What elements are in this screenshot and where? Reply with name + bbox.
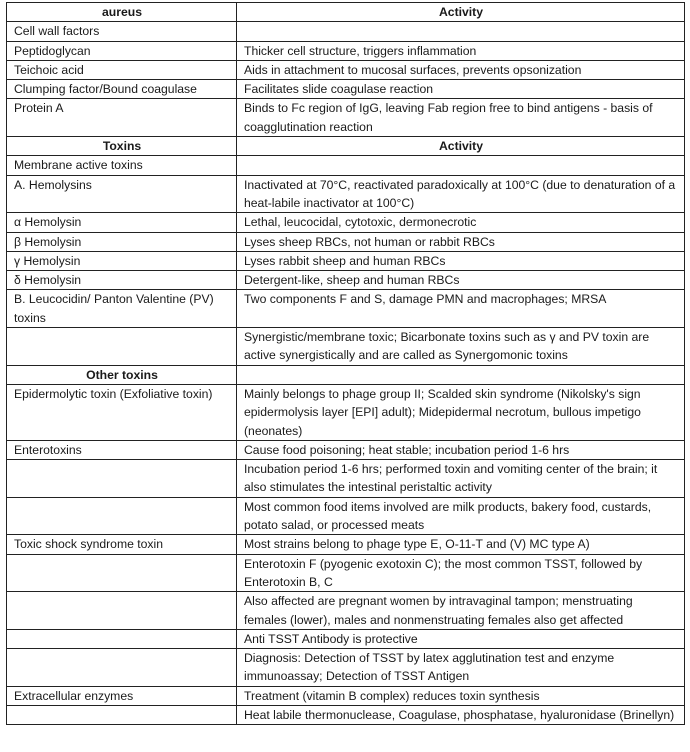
table-row [7, 460, 685, 498]
table-row [7, 649, 685, 687]
section-header-activity [237, 365, 685, 384]
factor-cell: Epidermolytic toxin (Exfoliative toxin) [7, 384, 237, 440]
activity-cell: Detergent-like, sheep and human RBCs [237, 271, 685, 290]
factor-cell [7, 705, 237, 724]
table-row [7, 384, 685, 440]
activity-cell [237, 22, 685, 41]
activity-cell: Lyses rabbit sheep and human RBCs [237, 251, 685, 270]
activity-cell: Two components F and S, damage PMN and macrophages; MRSA [237, 290, 685, 328]
factor-cell: δ Hemolysin [7, 271, 237, 290]
table-row [7, 554, 685, 592]
table-row [7, 251, 685, 270]
section-header-factor: Toxins [7, 137, 237, 156]
table-row [7, 592, 685, 630]
table-row [7, 440, 685, 459]
activity-cell: Aids in attachment to mucosal surfaces, prevents opsonization [237, 60, 685, 79]
factor-cell [7, 328, 237, 366]
factor-cell: Peptidoglycan [7, 41, 237, 60]
table-row [7, 80, 685, 99]
activity-cell: Inactivated at 70°C, reactivated paradoxically at 100°C (due to denaturation of a heat-labile inactivator at 100°C) [237, 175, 685, 213]
section-header-row [7, 365, 685, 384]
activity-cell: Facilitates slide coagulase reaction [237, 80, 685, 99]
factor-cell: Protein A [7, 99, 237, 137]
activity-cell: Thicker cell structure, triggers inflammation [237, 41, 685, 60]
factor-cell: Enterotoxins [7, 440, 237, 459]
table-row [7, 60, 685, 79]
activity-cell: Enterotoxin F (pyogenic exotoxin C); the most common TSST, followed by Enterotoxin B, C [237, 554, 685, 592]
section-header-factor: aureus [7, 3, 237, 22]
staph-aureus-factors-table [6, 2, 685, 725]
activity-cell: Treatment (vitamin B complex) reduces toxin synthesis [237, 686, 685, 705]
activity-cell: Heat labile thermonuclease, Coagulase, phosphatase, hyaluronidase (Brinellyn) [237, 705, 685, 724]
table-row [7, 99, 685, 137]
activity-cell: Binds to Fc region of IgG, leaving Fab region free to bind antigens - basis of coagglutination reaction [237, 99, 685, 137]
table-row [7, 328, 685, 366]
activity-cell: Lyses sheep RBCs, not human or rabbit RBCs [237, 232, 685, 251]
section-header-row [7, 3, 685, 22]
table-row [7, 22, 685, 41]
table-row [7, 271, 685, 290]
factor-cell: Toxic shock syndrome toxin [7, 535, 237, 554]
activity-cell: Lethal, leucocidal, cytotoxic, dermonecrotic [237, 213, 685, 232]
table-row [7, 156, 685, 175]
section-header-activity: Activity [237, 3, 685, 22]
factor-cell: Cell wall factors [7, 22, 237, 41]
factor-cell [7, 592, 237, 630]
activity-cell: Incubation period 1-6 hrs; performed toxin and vomiting center of the brain; it also stimulates the intestinal peristaltic activity [237, 460, 685, 498]
section-header-activity: Activity [237, 137, 685, 156]
activity-cell: Diagnosis: Detection of TSST by latex agglutination test and enzyme immunoassay; Detection of TSST Antigen [237, 649, 685, 687]
factor-cell: Membrane active toxins [7, 156, 237, 175]
factor-cell [7, 497, 237, 535]
factor-cell: β Hemolysin [7, 232, 237, 251]
table-row [7, 686, 685, 705]
table-row [7, 290, 685, 328]
factor-cell: Teichoic acid [7, 60, 237, 79]
activity-cell: Also affected are pregnant women by intravaginal tampon; menstruating females (lower), males and nonmenstruating females also get affected [237, 592, 685, 630]
table-row [7, 175, 685, 213]
activity-cell: Synergistic/membrane toxic; Bicarbonate toxins such as γ and PV toxin are active synergistically and are called as Synergomonic toxins [237, 328, 685, 366]
factor-cell: γ Hemolysin [7, 251, 237, 270]
factor-cell: B. Leucocidin/ Panton Valentine (PV) toxins [7, 290, 237, 328]
factor-cell [7, 629, 237, 648]
section-header-factor: Other toxins [7, 365, 237, 384]
factor-cell [7, 460, 237, 498]
factor-cell: A. Hemolysins [7, 175, 237, 213]
table-row [7, 41, 685, 60]
factor-cell [7, 649, 237, 687]
activity-cell: Most strains belong to phage type E, O-11-T and (V) MC type A) [237, 535, 685, 554]
table-row [7, 232, 685, 251]
table-row [7, 629, 685, 648]
activity-cell: Most common food items involved are milk products, bakery food, custards, potato salad, or processed meats [237, 497, 685, 535]
activity-cell [237, 156, 685, 175]
factor-cell: α Hemolysin [7, 213, 237, 232]
activity-cell: Cause food poisoning; heat stable; incubation period 1-6 hrs [237, 440, 685, 459]
table-row [7, 535, 685, 554]
activity-cell: Mainly belongs to phage group II; Scalded skin syndrome (Nikolsky's sign epidermolysis layer [EPI] adult); Midepidermal necrotum, bullous impetigo (neonates) [237, 384, 685, 440]
activity-cell: Anti TSST Antibody is protective [237, 629, 685, 648]
table-row [7, 213, 685, 232]
factor-cell: Clumping factor/Bound coagulase [7, 80, 237, 99]
table-row [7, 497, 685, 535]
section-header-row [7, 137, 685, 156]
factor-cell: Extracellular enzymes [7, 686, 237, 705]
factor-cell [7, 554, 237, 592]
table-row [7, 705, 685, 724]
